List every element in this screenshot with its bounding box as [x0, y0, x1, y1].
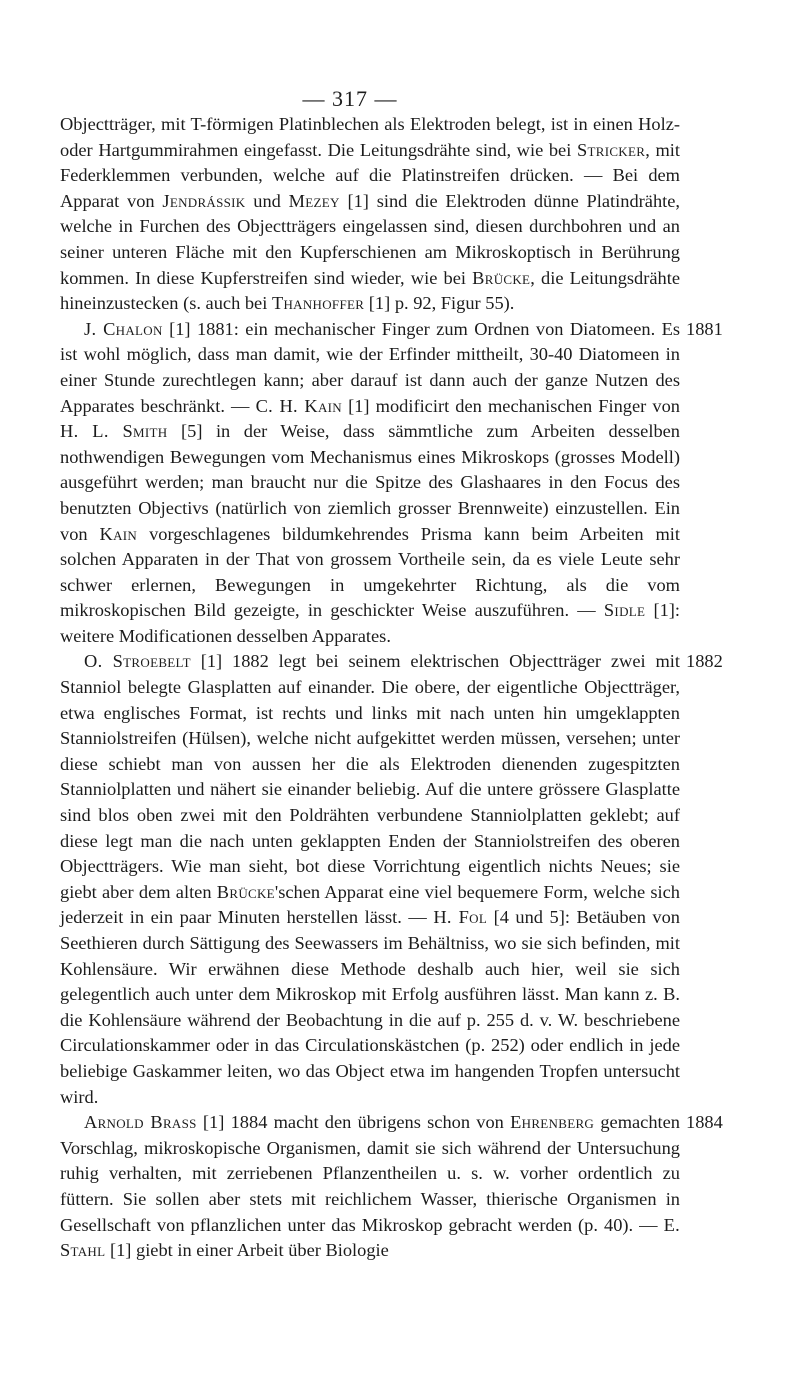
text-run: [1]: weitere Modificationen desselben Apparates.: [60, 600, 680, 646]
paragraph-objecttraeger: [60, 112, 680, 317]
author-name: Jendrássik: [162, 190, 246, 211]
text-run: , die Leitungsdrähte hineinzustecken (s. auch bei: [60, 267, 680, 314]
text-run: und: [245, 190, 289, 211]
author-name: E. Stahl: [60, 1214, 680, 1261]
paragraph-brass: [60, 1110, 723, 1264]
text-run: Objectträger, mit T-förmigen Platinblechen als Elektroden belegt, ist in einen Holz- oder Hartgummirahmen eingefasst. Die Leitungsdrähte sind, wie bei: [60, 114, 680, 160]
body-text: [60, 112, 723, 1264]
margin-year: 1882: [686, 651, 723, 672]
text-run: [1] p. 92, Figur 55).: [364, 293, 515, 314]
margin-year: 1881: [686, 318, 723, 339]
text-run: [1] giebt in einer Arbeit über Biologie: [105, 1240, 389, 1261]
page-number-header: — 317 —: [302, 86, 398, 111]
author-name: H. Fol: [433, 907, 488, 928]
paragraph-chalon: [60, 317, 723, 650]
author-name: Kain: [99, 523, 138, 544]
author-name: H. L. Smith: [60, 421, 168, 442]
author-name: O. Stroebelt: [84, 651, 191, 672]
author-name: Ehrenberg: [510, 1112, 595, 1133]
text-run: gemachten Vorschlag, mikroskopische Organismen, damit sie sich während der Untersuchung ruhig verhalten, mit zerriebenen Pflanzentheilen u. s. w. vorher ordentlich zu füttern. Sie sollen aber stets mit reichlichem Wasser, thierische Organismen in Gesellschaft von pflanzlichen unter das Mikroskop gebracht werden (p. 40). —: [60, 1112, 680, 1235]
text-run: 'schen Apparat eine viel bequemere Form, welche sich jederzeit in ein paar Minuten herstellen lässt. —: [60, 881, 681, 928]
paragraph-stroebelt: [60, 649, 723, 1110]
author-name: Brücke: [472, 267, 531, 288]
text-run: [1] sind die Elektroden dünne Platindrähte, welche in Furchen des Objectträgers eingelassen sind, diesen durchbohren und an seiner unteren Fläche mit den Kupferschienen am Mikroskoptisch in Berührung kommen. In diese Kupferstreifen sind wieder, wie bei: [60, 190, 681, 288]
author-name: Sidle: [603, 600, 646, 621]
text-run: vorgeschlagenes bildumkehrendes Prisma kann beim Arbeiten mit solchen Apparaten in der That von grossem Vortheile sein, da es viele Leute sehr schwer erlernen, Bewegungen in umgekehrter Richtung, als die vom mikroskopischen Bild gezeigte, in geschickter Weise auszuführen. —: [60, 523, 681, 621]
margin-year: 1884: [686, 1112, 723, 1133]
text-run: [5] in der Weise, dass sämmtliche zum Arbeiten desselben nothwendigen Bewegungen vom Mechanismus eines Mikroskops (grosses Modell) ausgeführt werden; man braucht nur die Spitze des Glashaares in den Focus des benutzten Objectivs (natürlich von ziemlich grosser Brennweite) einzustellen. Ein von: [60, 421, 680, 544]
author-name: J. Chalon: [84, 318, 163, 339]
author-name: Thanhoffer: [271, 293, 365, 314]
text-run: [1] 1882 legt bei seinem elektrischen Objectträger zwei mit Stanniol belegte Glasplatten auf einander. Die obere, der eigentliche Objectträger, etwa englisches Format, ist rechts und links mit nach unten hin umgeklappten Stanniolstreifen (Hülsen), welche nicht aufgekittet werden müssen, versehen; unter diese schiebt man von aussen her die als Elektroden dienenden zugespitzten Stanniolplatten und nähert sie einander beliebig. Auf die untere grössere Glasplatte sind blos oben zwei mit den Poldrähten verbundene Stanniolplatten geklebt; auf diese legt man die nach unten geklappten Enden der Stanniolstreifen des oberen Objectträgers. Wie man sieht, bot diese Vorrichtung eigentlich nichts Neues; sie giebt aber dem alten: [60, 651, 681, 902]
author-name: Mezey: [288, 190, 340, 211]
author-name: Brücke: [216, 881, 275, 902]
text-run: [1] 1881: ein mechanischer Finger zum Ordnen von Diatomeen. Es ist wohl möglich, dass man damit, wie der Erfinder mittheilt, 30-40 Diatomeen in einer Stunde zurechtlegen kann; aber darauf ist dann auch der ganze Nutzen des Apparates beschränkt. —: [60, 318, 680, 416]
text-run: [4 und 5]: Betäuben von Seethieren durch Sättigung des Seewassers im Behältniss, wo sie sich befinden, mit Kohlensäure. Wir erwähnen diese Methode deshalb auch hier, weil sie sich gelegentlich auch unter dem Mikroskop mit Erfolg ausführen lässt. Man kann z. B. die Kohlensäure während der Beobachtung in die auf p. 255 d. v. W. beschriebene Circulationskammer oder in das Circulationskästchen (p. 252) oder endlich in jede beliebige Gaskammer leiten, wo das Object etwa im hangenden Tropfen untersucht wird.: [60, 907, 680, 1107]
author-name: C. H. Kain: [255, 395, 342, 416]
text-run: [1] 1884 macht den übrigens schon von: [196, 1112, 511, 1133]
text-run: , mit Federklemmen verbunden, welche auf die Platinstreifen drücken. — Bei dem Apparat von: [60, 139, 680, 211]
author-name: Stricker: [576, 139, 646, 160]
author-name: Arnold Brass: [84, 1112, 197, 1133]
text-run: [1] modificirt den mechanischen Finger von: [341, 395, 680, 416]
